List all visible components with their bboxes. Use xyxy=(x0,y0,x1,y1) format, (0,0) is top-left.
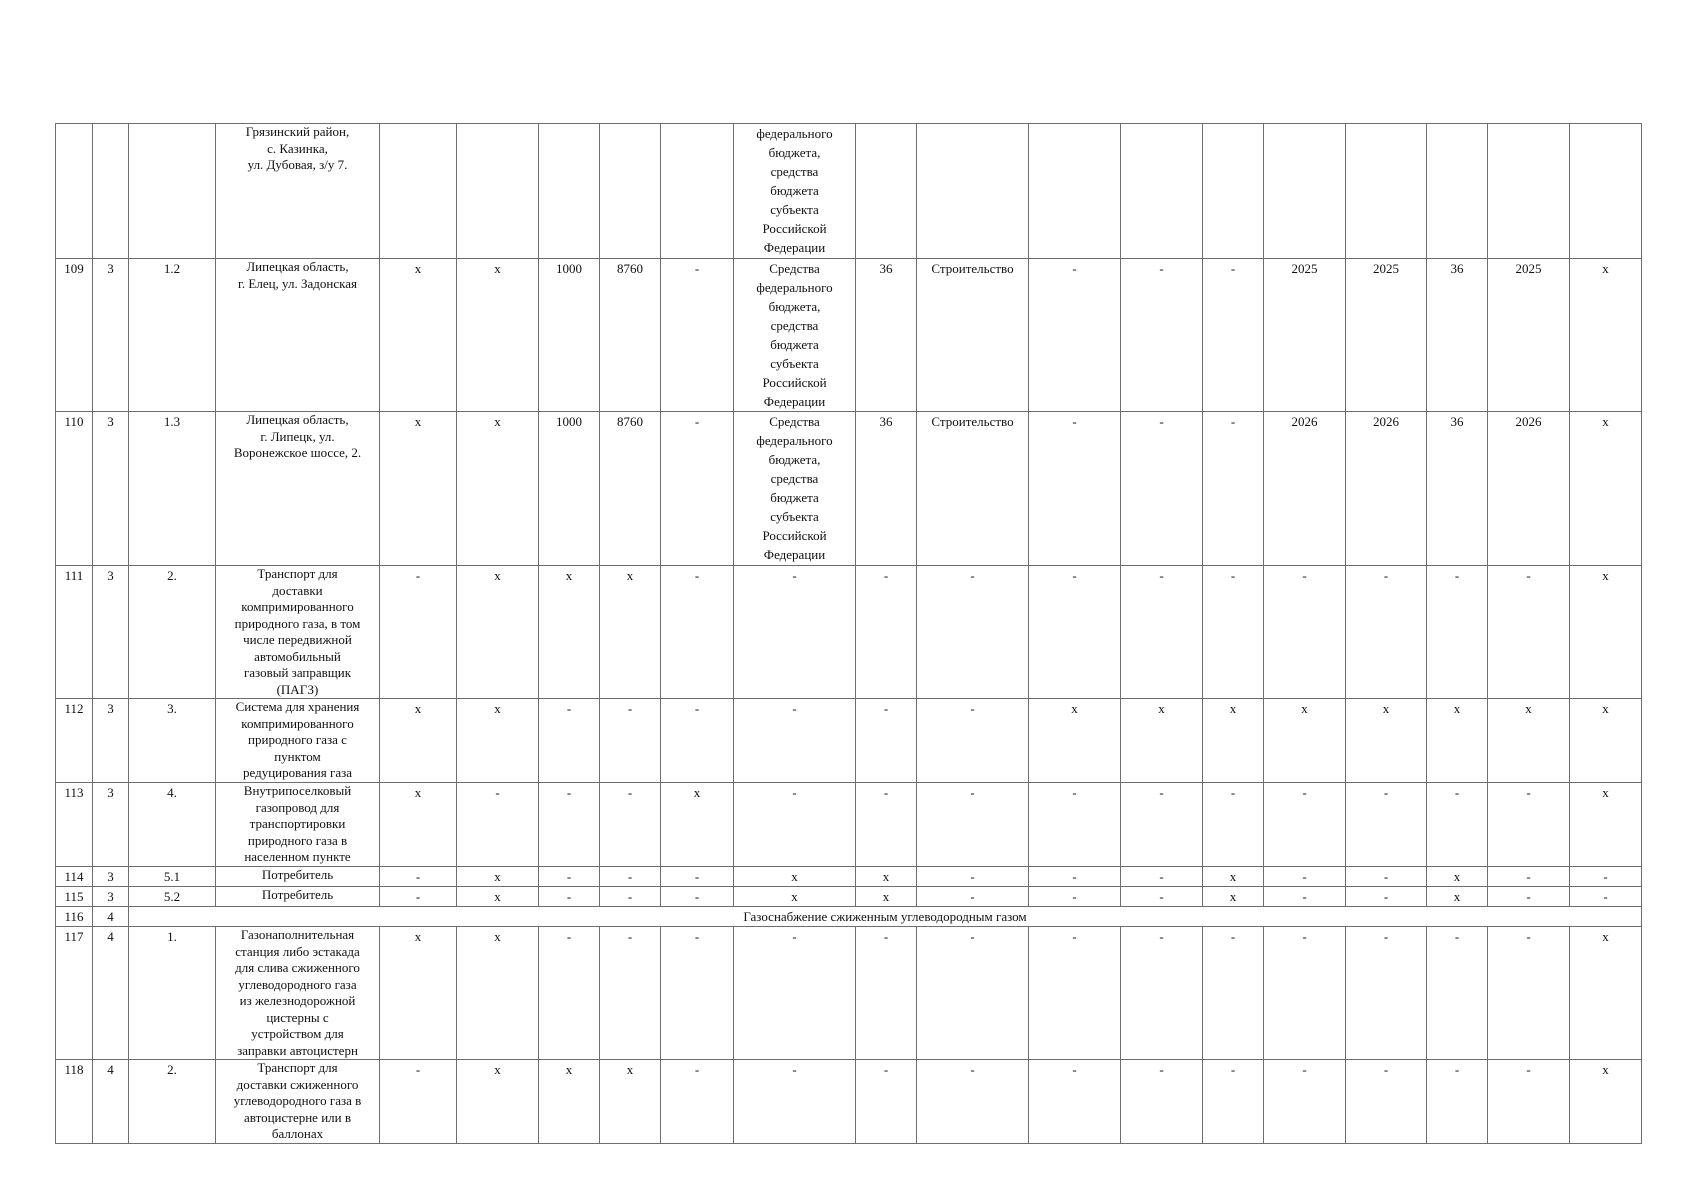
table-cell: - xyxy=(539,783,600,867)
table-cell: 36 xyxy=(856,259,917,412)
table-cell: x xyxy=(1203,699,1264,783)
table-cell: - xyxy=(1346,783,1427,867)
table-cell: Внутрипоселковый газопровод для транспортировки природного газа в населенном пункте xyxy=(216,783,380,867)
table-cell: 1.3 xyxy=(129,412,216,566)
table-cell: 116 xyxy=(56,907,93,927)
table-cell: x xyxy=(661,783,734,867)
table-cell: - xyxy=(1570,887,1642,907)
table-cell: - xyxy=(661,566,734,699)
table-cell: - xyxy=(917,783,1029,867)
table-cell: Липецкая область, г. Елец, ул. Задонская xyxy=(216,259,380,412)
table-cell xyxy=(1203,124,1264,259)
table-cell: 114 xyxy=(56,867,93,887)
table-cell: x xyxy=(1029,699,1121,783)
table-cell: - xyxy=(856,783,917,867)
table-cell: Система для хранения компримированного природного газа с пунктом редуцирования газа xyxy=(216,699,380,783)
table-cell: 110 xyxy=(56,412,93,566)
table-cell: - xyxy=(1427,566,1488,699)
table-cell: Липецкая область, г. Липецк, ул. Воронежское шоссе, 2. xyxy=(216,412,380,566)
table-cell: 3. xyxy=(129,699,216,783)
table-cell: Транспорт для доставки сжиженного углеводородного газа в автоцистерне или в баллонах xyxy=(216,1060,380,1144)
table-cell: - xyxy=(1488,783,1570,867)
table-row xyxy=(56,124,1642,259)
table-cell: - xyxy=(1264,867,1346,887)
table-cell: x xyxy=(1570,783,1642,867)
table-cell xyxy=(1121,124,1203,259)
table-cell: - xyxy=(1121,1060,1203,1144)
table-cell: - xyxy=(1121,412,1203,566)
table-cell: федерального бюджета, средства бюджета субъекта Российской Федерации xyxy=(734,124,856,259)
table-cell: - xyxy=(1203,566,1264,699)
table-cell: - xyxy=(1203,412,1264,566)
table-cell xyxy=(56,124,93,259)
table-cell: 5.2 xyxy=(129,887,216,907)
table-cell: - xyxy=(1346,566,1427,699)
table-cell: Потребитель xyxy=(216,867,380,887)
table-cell: - xyxy=(1029,867,1121,887)
table-cell: x xyxy=(457,699,539,783)
table-cell xyxy=(457,124,539,259)
table-cell: - xyxy=(600,867,661,887)
table-cell xyxy=(917,124,1029,259)
table-cell: 8760 xyxy=(600,259,661,412)
table-cell: - xyxy=(1488,566,1570,699)
table-cell: - xyxy=(539,699,600,783)
table-cell: - xyxy=(661,887,734,907)
table-cell: x xyxy=(1570,566,1642,699)
table-cell: Газоснабжение сжиженным углеводородным газом xyxy=(129,907,1642,927)
table-cell: Потребитель xyxy=(216,887,380,907)
table-cell: x xyxy=(1264,699,1346,783)
table-cell: - xyxy=(1427,927,1488,1060)
table-cell: 1000 xyxy=(539,259,600,412)
table-cell: x xyxy=(380,412,457,566)
table-cell: 2. xyxy=(129,566,216,699)
data-table xyxy=(55,123,1642,1144)
table-cell: 2026 xyxy=(1264,412,1346,566)
table-cell: 2. xyxy=(129,1060,216,1144)
table-cell: 4 xyxy=(93,1060,129,1144)
table-cell: - xyxy=(734,927,856,1060)
table-cell: x xyxy=(539,566,600,699)
table-cell: - xyxy=(1346,927,1427,1060)
table-row xyxy=(56,1060,1642,1144)
table-cell xyxy=(661,124,734,259)
table-cell: 109 xyxy=(56,259,93,412)
table-cell: 3 xyxy=(93,699,129,783)
table-cell: - xyxy=(734,1060,856,1144)
table-cell: x xyxy=(1427,867,1488,887)
table-cell: x xyxy=(600,566,661,699)
table-cell: x xyxy=(457,927,539,1060)
table-cell: x xyxy=(1570,412,1642,566)
table-cell xyxy=(856,124,917,259)
table-cell: x xyxy=(1570,259,1642,412)
table-cell: Строительство xyxy=(917,412,1029,566)
table-cell: - xyxy=(1121,259,1203,412)
table-cell: x xyxy=(600,1060,661,1144)
table-cell: x xyxy=(1570,1060,1642,1144)
table-cell: - xyxy=(1427,1060,1488,1144)
table-cell: - xyxy=(917,566,1029,699)
table-cell: 36 xyxy=(856,412,917,566)
table-cell: - xyxy=(1029,927,1121,1060)
table-row xyxy=(56,412,1642,566)
table-cell xyxy=(93,124,129,259)
table-cell: 2025 xyxy=(1488,259,1570,412)
table-row xyxy=(56,887,1642,907)
table-cell: x xyxy=(734,887,856,907)
table-cell: x xyxy=(1427,699,1488,783)
table-cell: 3 xyxy=(93,867,129,887)
table-cell: - xyxy=(734,566,856,699)
table-cell: x xyxy=(1203,887,1264,907)
table-cell: x xyxy=(1488,699,1570,783)
table-cell: - xyxy=(917,927,1029,1060)
table-cell: - xyxy=(734,783,856,867)
table-cell: 117 xyxy=(56,927,93,1060)
table-cell: - xyxy=(1121,887,1203,907)
table-cell: - xyxy=(661,867,734,887)
table-cell: - xyxy=(1346,1060,1427,1144)
table-cell: x xyxy=(457,887,539,907)
table-cell: - xyxy=(1264,927,1346,1060)
table-cell: - xyxy=(1029,412,1121,566)
table-cell: - xyxy=(1121,566,1203,699)
table-cell: - xyxy=(856,1060,917,1144)
table-cell xyxy=(539,124,600,259)
table-cell xyxy=(1570,124,1642,259)
table-cell: x xyxy=(457,412,539,566)
table-cell: - xyxy=(1488,927,1570,1060)
table-cell: 115 xyxy=(56,887,93,907)
table-cell: x xyxy=(380,259,457,412)
table-cell: Газонаполнительная станция либо эстакада для слива сжиженного углеводородного газа из железнодорожной цистерны с устройством для заправки автоцистерн xyxy=(216,927,380,1060)
table-cell: Транспорт для доставки компримированного природного газа, в том числе передвижной автомобильный газовый заправщик (ПАГЗ) xyxy=(216,566,380,699)
table-cell: x xyxy=(734,867,856,887)
table-row xyxy=(56,927,1642,1060)
table-cell: - xyxy=(457,783,539,867)
table-cell: - xyxy=(1264,566,1346,699)
table-cell: Грязинский район, с. Казинка, ул. Дубовая, з/у 7. xyxy=(216,124,380,259)
table-cell: - xyxy=(1346,887,1427,907)
table-cell: 36 xyxy=(1427,259,1488,412)
table-cell xyxy=(380,124,457,259)
table-cell: - xyxy=(661,699,734,783)
table-cell: 36 xyxy=(1427,412,1488,566)
table-cell: - xyxy=(856,699,917,783)
table-cell: x xyxy=(457,566,539,699)
table-cell: - xyxy=(1121,783,1203,867)
table-cell: - xyxy=(661,412,734,566)
table-cell: 2026 xyxy=(1346,412,1427,566)
table-cell: - xyxy=(1427,783,1488,867)
table-cell: 1. xyxy=(129,927,216,1060)
table-cell: Строительство xyxy=(917,259,1029,412)
table-cell: x xyxy=(457,1060,539,1144)
table-cell: 5.1 xyxy=(129,867,216,887)
table-cell: x xyxy=(380,927,457,1060)
table-cell: x xyxy=(539,1060,600,1144)
table-cell: x xyxy=(1570,699,1642,783)
table-cell: x xyxy=(1427,887,1488,907)
table-cell: - xyxy=(539,887,600,907)
table-cell: x xyxy=(457,867,539,887)
table-cell: - xyxy=(917,1060,1029,1144)
table-cell xyxy=(129,124,216,259)
table-cell: 2025 xyxy=(1346,259,1427,412)
table-cell: - xyxy=(1488,1060,1570,1144)
table-cell: Средства федерального бюджета, средства бюджета субъекта Российской Федерации xyxy=(734,412,856,566)
table-cell: Средства федерального бюджета, средства бюджета субъекта Российской Федерации xyxy=(734,259,856,412)
table-cell: x xyxy=(1346,699,1427,783)
table-cell: - xyxy=(1029,1060,1121,1144)
table-cell: - xyxy=(380,887,457,907)
table-cell: 112 xyxy=(56,699,93,783)
table-cell: 3 xyxy=(93,259,129,412)
section-row xyxy=(56,907,1642,927)
table-cell: - xyxy=(661,927,734,1060)
table-cell: - xyxy=(917,699,1029,783)
table-row xyxy=(56,259,1642,412)
table-cell xyxy=(600,124,661,259)
table-cell: x xyxy=(1121,699,1203,783)
table-cell: - xyxy=(1203,783,1264,867)
table-cell: 4. xyxy=(129,783,216,867)
table-cell: - xyxy=(661,259,734,412)
table-cell: - xyxy=(1203,927,1264,1060)
table-cell: 8760 xyxy=(600,412,661,566)
table-cell: - xyxy=(856,927,917,1060)
table-cell: - xyxy=(856,566,917,699)
table-cell: - xyxy=(1570,867,1642,887)
table-cell: - xyxy=(734,699,856,783)
table-cell: x xyxy=(856,867,917,887)
table-cell: - xyxy=(1346,867,1427,887)
table-cell: 3 xyxy=(93,783,129,867)
table-cell: 3 xyxy=(93,566,129,699)
table-cell: x xyxy=(1570,927,1642,1060)
table-cell: 2026 xyxy=(1488,412,1570,566)
table-cell: - xyxy=(1264,887,1346,907)
table-cell: 113 xyxy=(56,783,93,867)
table-cell: - xyxy=(1264,1060,1346,1144)
table-cell: x xyxy=(856,887,917,907)
table-cell: - xyxy=(1029,783,1121,867)
table-cell: - xyxy=(1203,1060,1264,1144)
table-cell: x xyxy=(380,699,457,783)
table-cell: - xyxy=(1488,867,1570,887)
table-cell: - xyxy=(600,783,661,867)
table-cell: - xyxy=(600,887,661,907)
table-cell: - xyxy=(600,927,661,1060)
table-cell: - xyxy=(1121,927,1203,1060)
table-cell: - xyxy=(1029,259,1121,412)
table-cell: - xyxy=(1203,259,1264,412)
table-row xyxy=(56,783,1642,867)
table-cell: - xyxy=(539,927,600,1060)
table-cell: - xyxy=(1264,783,1346,867)
table-cell: - xyxy=(917,867,1029,887)
table-cell: 4 xyxy=(93,927,129,1060)
table-cell: 118 xyxy=(56,1060,93,1144)
table-cell xyxy=(1488,124,1570,259)
table-cell: - xyxy=(917,887,1029,907)
table-row xyxy=(56,699,1642,783)
table-cell: x xyxy=(1203,867,1264,887)
table-cell: 1.2 xyxy=(129,259,216,412)
table-cell: 4 xyxy=(93,907,129,927)
table-cell xyxy=(1029,124,1121,259)
table-row xyxy=(56,867,1642,887)
table-cell xyxy=(1346,124,1427,259)
table-cell: - xyxy=(661,1060,734,1144)
table-cell: - xyxy=(1121,867,1203,887)
table-cell: - xyxy=(1029,566,1121,699)
table-cell: x xyxy=(380,783,457,867)
table-cell: - xyxy=(600,699,661,783)
table-row xyxy=(56,566,1642,699)
table-cell: 1000 xyxy=(539,412,600,566)
table-cell: - xyxy=(539,867,600,887)
table-cell: - xyxy=(380,1060,457,1144)
table-cell: x xyxy=(457,259,539,412)
table-cell: 3 xyxy=(93,887,129,907)
table-cell: 111 xyxy=(56,566,93,699)
table-cell: - xyxy=(380,566,457,699)
table-cell: - xyxy=(1488,887,1570,907)
table-cell xyxy=(1427,124,1488,259)
table-cell xyxy=(1264,124,1346,259)
table-cell: - xyxy=(1029,887,1121,907)
table-cell: 2025 xyxy=(1264,259,1346,412)
table-cell: 3 xyxy=(93,412,129,566)
table-cell: - xyxy=(380,867,457,887)
